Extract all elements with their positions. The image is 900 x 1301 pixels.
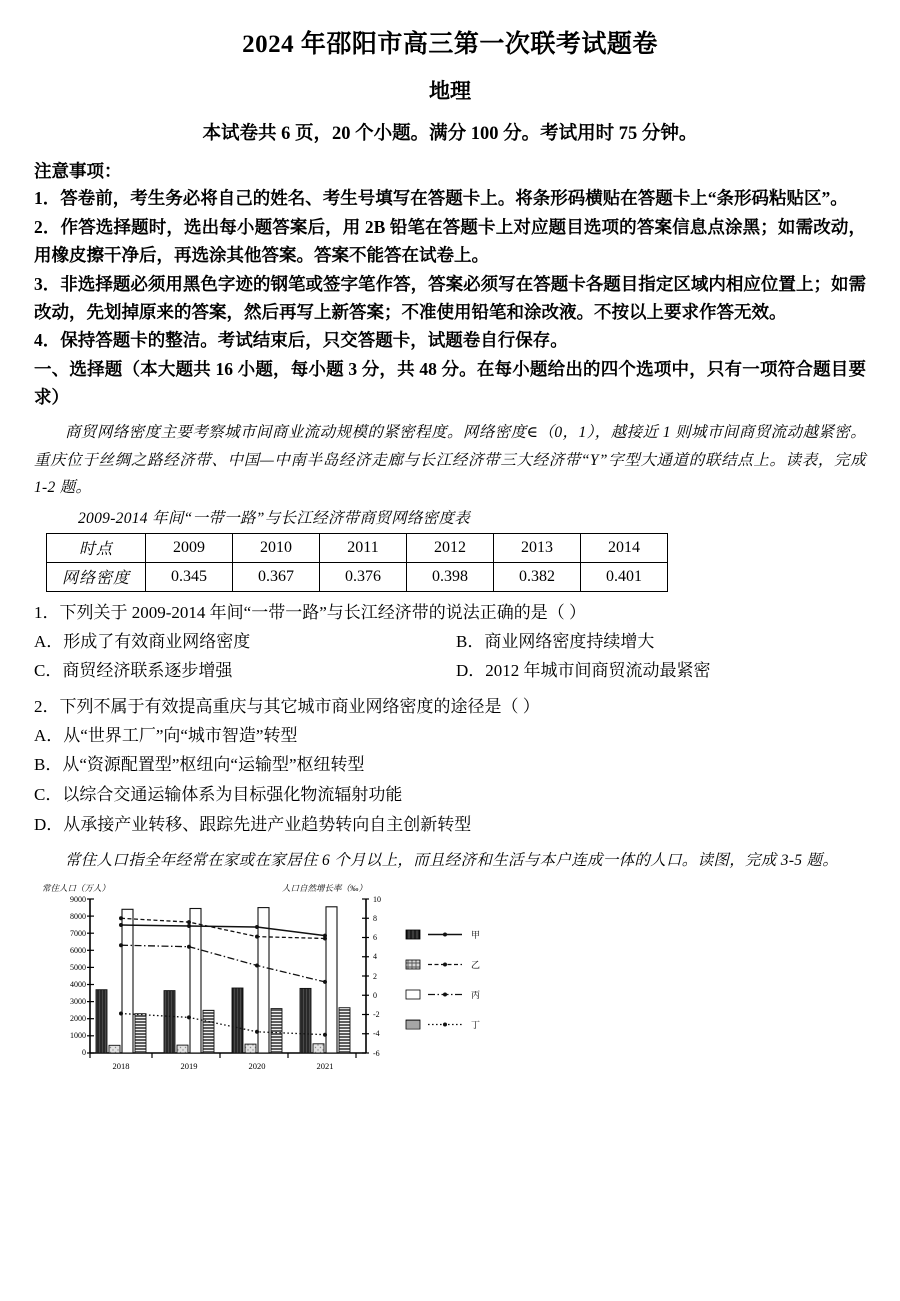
bar-bing [326,907,337,1053]
legend-label-yi: 乙 [471,959,481,970]
bar-group-2019 [164,908,214,1053]
legend-label-bing: 丙 [471,989,481,1000]
table-cell-density: 0.367 [233,562,320,591]
chart-x-labels [113,1061,334,1071]
table-row-label-time: 时点 [47,533,146,562]
bar-ding [271,1008,282,1052]
x-label-2019: 2019 [180,1060,198,1071]
table-header-year: 2014 [581,533,668,562]
population-chart-svg [34,881,534,1086]
legend-swatch-jia [406,930,420,939]
question-2-option-c[interactable]: C．以综合交通运输体系为目标强化物流辐射功能 [34,785,403,805]
svg-text:8000: 8000 [70,911,86,921]
page-title: 2024 年邵阳市高三第一次联考试题卷 [242,31,658,58]
section-heading-choice: 一、选择题（本大题共 16 小题，每小题 3 分，共 48 分。在每小题给出的四个选项中，只有一项符合题目要求） [34,358,866,407]
svg-text:2000: 2000 [70,1013,86,1023]
svg-text:9000: 9000 [70,894,86,904]
line-ding [121,1013,325,1034]
svg-text:4000: 4000 [70,979,86,989]
svg-text:10: 10 [373,894,381,904]
bar-ding [203,1010,214,1053]
legend-label-jia: 甲 [471,929,481,940]
table-header-year: 2012 [407,533,494,562]
table-header-year: 2010 [233,533,320,562]
question-2-option-a[interactable]: A．从“世界工厂”向“城市智造”转型 [34,725,298,745]
svg-text:-2: -2 [373,1009,380,1019]
svg-text:-4: -4 [373,1028,380,1038]
question-2-stem: 2．下列不属于有效提高重庆与其它城市商业网络密度的途径是（ ） [34,696,540,716]
bar-bing [258,907,269,1052]
table-caption: 2009-2014 年间“一带一路”与长江经济带商贸网络密度表 [78,509,471,527]
passage-trade-network: 商贸网络密度主要考察城市间商业流动规模的紧密程度。网络密度∈（0，1），越接近 1 则城市间商贸流动越紧密。重庆位于丝绸之路经济带、中国—中南半岛经济走廊与长江经济带三大经济带“Y”字型大通道的联结点上。读表，完成 1-2 题。 [34,424,866,497]
bar-yi [313,1044,324,1053]
svg-text:7000: 7000 [70,928,86,938]
svg-text:4: 4 [373,951,377,961]
notice-item-2: 2．作答选择题时，选出每小题答案后，用 2B 铅笔在答题卡上对应题目选项的答案信息点涂黑；如需改动，用橡皮擦干净后，再选涂其他答案。答案不能答在试卷上。 [34,216,866,266]
subject-title: 地理 [429,78,471,103]
svg-text:1000: 1000 [70,1030,86,1040]
table-cell-density: 0.345 [146,562,233,591]
bar-ding [135,1013,146,1052]
svg-text:6: 6 [373,932,377,942]
line-yi [121,918,325,938]
population-chart [34,881,534,1086]
bar-yi [177,1045,188,1053]
table-cell-density: 0.382 [494,562,581,591]
x-label-2021: 2021 [316,1060,334,1071]
notice-item-4: 4．保持答题卡的整洁。考试结束后，只交答题卡，试题卷自行保存。 [34,330,568,351]
svg-text:-6: -6 [373,1048,380,1058]
table-cell-density: 0.376 [320,562,407,591]
table-row [47,562,668,591]
passage-permanent-population: 常住人口指全年经常在家或在家居住 6 个月以上，而且经济和生活与本户连成一体的人口。读图，完成 3-5 题。 [65,852,839,870]
chart-y2-ticks [362,895,381,1058]
svg-text:5000: 5000 [70,962,86,972]
notice-item-1: 1．答卷前，考生务必将自己的姓名、考生号填写在答题卡上。将条形码横贴在答题卡上“条形码粘贴区”。 [34,188,848,209]
notice-heading: 注意事项： [34,161,122,182]
table-cell-density: 0.401 [581,562,668,591]
x-label-2018: 2018 [112,1060,130,1071]
svg-text:2: 2 [373,971,377,981]
legend-swatch-yi [406,960,420,969]
bar-jia [96,989,107,1052]
table-header-year: 2009 [146,533,233,562]
table-header-year: 2013 [494,533,581,562]
bar-bing [190,908,201,1053]
svg-text:0: 0 [373,990,377,1000]
question-1-stem: 1．下列关于 2009-2014 年间“一带一路”与长江经济带的说法正确的是（ ） [34,602,587,622]
bar-group-2018 [96,909,146,1053]
question-1-option-b[interactable]: B．商业网络密度持续增大 [456,632,655,652]
line-bing [121,945,325,982]
question-1-option-c[interactable]: C．商贸经济联系逐步增强 [34,661,233,681]
question-1-option-d[interactable]: D．2012 年城市间商贸流动最紧密 [456,661,711,681]
legend-label-ding: 丁 [471,1019,481,1030]
legend-swatch-bing [406,990,420,999]
bar-yi [109,1045,120,1053]
bar-jia [232,988,243,1053]
density-table [46,533,668,592]
chart-y-axis-title: 常住人口（万人） [42,882,111,893]
bar-ding [339,1007,350,1052]
svg-text:8: 8 [373,913,377,923]
x-label-2020: 2020 [248,1060,266,1071]
question-2-option-d[interactable]: D．从承接产业转移、跟踪先进产业趋势转向自主创新转型 [34,814,472,834]
question-1-option-a[interactable]: A．形成了有效商业网络密度 [34,632,251,652]
table-row-label-density: 网络密度 [47,562,146,591]
svg-text:6000: 6000 [70,945,86,955]
table-row [47,533,668,562]
question-2-option-b[interactable]: B．从“资源配置型”枢纽向“运输型”枢纽转型 [34,755,365,775]
line-jia [121,925,325,936]
line-bing-markers [119,943,327,984]
bar-yi [245,1044,256,1053]
bar-bing [122,909,133,1053]
svg-text:0: 0 [82,1047,86,1057]
chart-legend [406,930,480,1030]
bar-jia [164,990,175,1052]
exam-meta: 本试卷共 6 页，20 个小题。满分 100 分。考试用时 75 分钟。 [202,124,698,145]
bar-jia [300,988,311,1053]
question-1-options-row-1 [34,627,866,656]
table-cell-density: 0.398 [407,562,494,591]
svg-text:3000: 3000 [70,996,86,1006]
notice-item-3: 3．非选择题必须用黑色字迹的钢笔或签字笔作答，答案必须写在答题卡各题目指定区域内相应位置上；如需改动，先划掉原来的答案，然后再写上新答案；不准使用铅笔和涂改液。不按以上要求作答无效。 [34,273,866,322]
chart-y2-axis-title: 人口自然增长率（‰） [282,882,368,893]
question-1-options-row-2 [34,656,866,685]
table-header-year: 2011 [320,533,407,562]
legend-swatch-ding [406,1020,420,1029]
